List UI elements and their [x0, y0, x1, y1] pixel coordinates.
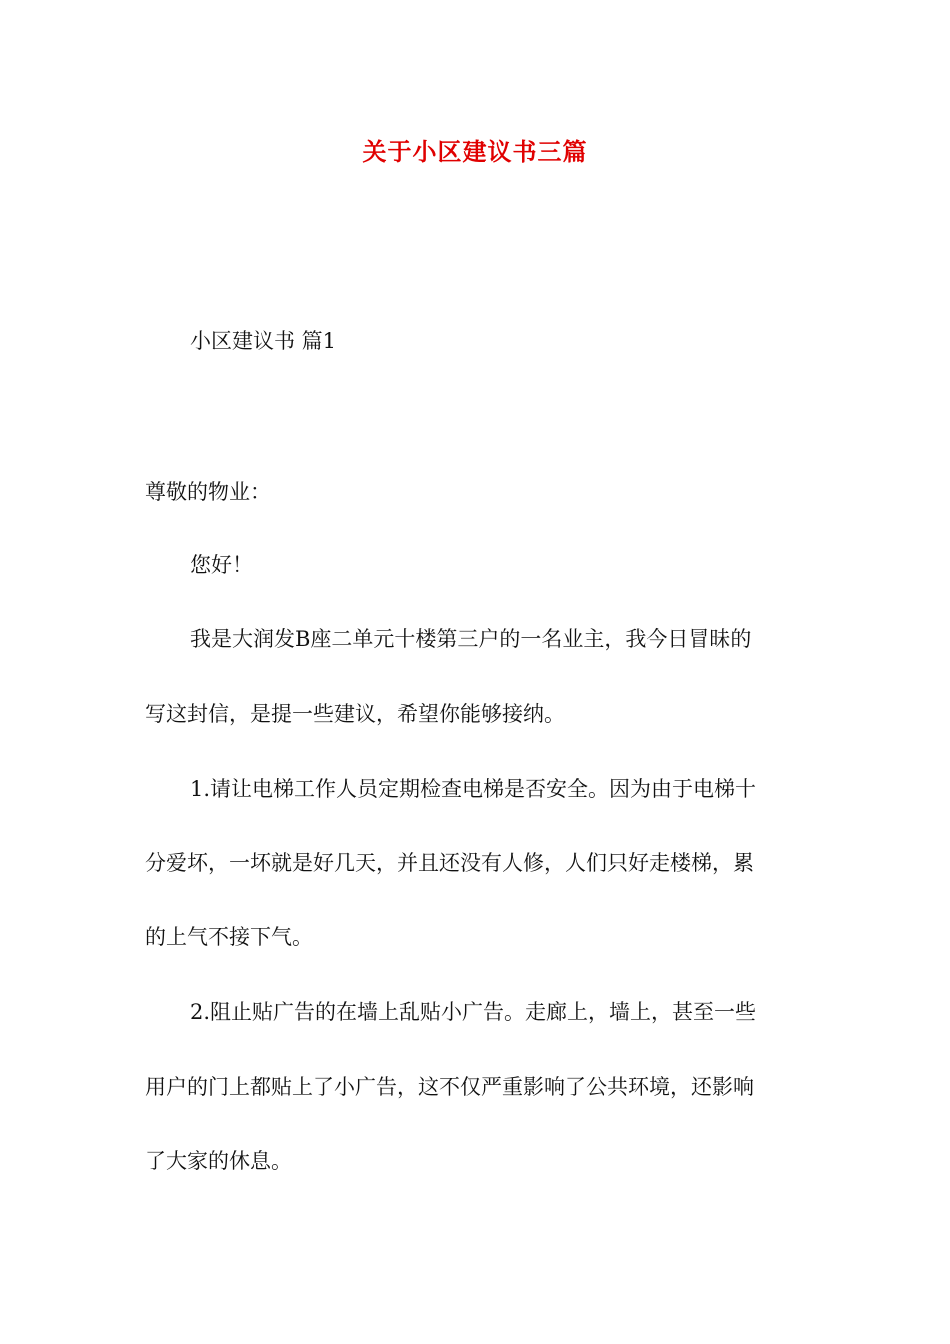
greeting: 您好！: [190, 553, 253, 577]
section-heading: 小区建议书 篇1: [190, 329, 337, 353]
paragraph-line: 的上气不接下气。: [145, 925, 313, 949]
salutation: 尊敬的物业：: [145, 480, 271, 504]
paragraph-line: 用户的门上都贴上了小广告，这不仅严重影响了公共环境，还影响: [145, 1075, 754, 1099]
paragraph-line: 1.请让电梯工作人员定期检查电梯是否安全。因为由于电梯十: [190, 777, 757, 801]
paragraph-line: 我是大润发B座二单元十楼第三户的一名业主，我今日冒昧的: [190, 627, 752, 651]
paragraph-line: 分爱坏，一坏就是好几天，并且还没有人修，人们只好走楼梯，累: [145, 851, 754, 875]
paragraph-line: 2.阻止贴广告的在墙上乱贴小广告。走廊上，墙上，甚至一些: [190, 1000, 757, 1024]
paragraph-line: 写这封信，是提一些建议，希望你能够接纳。: [145, 702, 565, 726]
paragraph-line: 了大家的休息。: [145, 1149, 292, 1173]
document-title: 关于小区建议书三篇: [362, 137, 588, 166]
